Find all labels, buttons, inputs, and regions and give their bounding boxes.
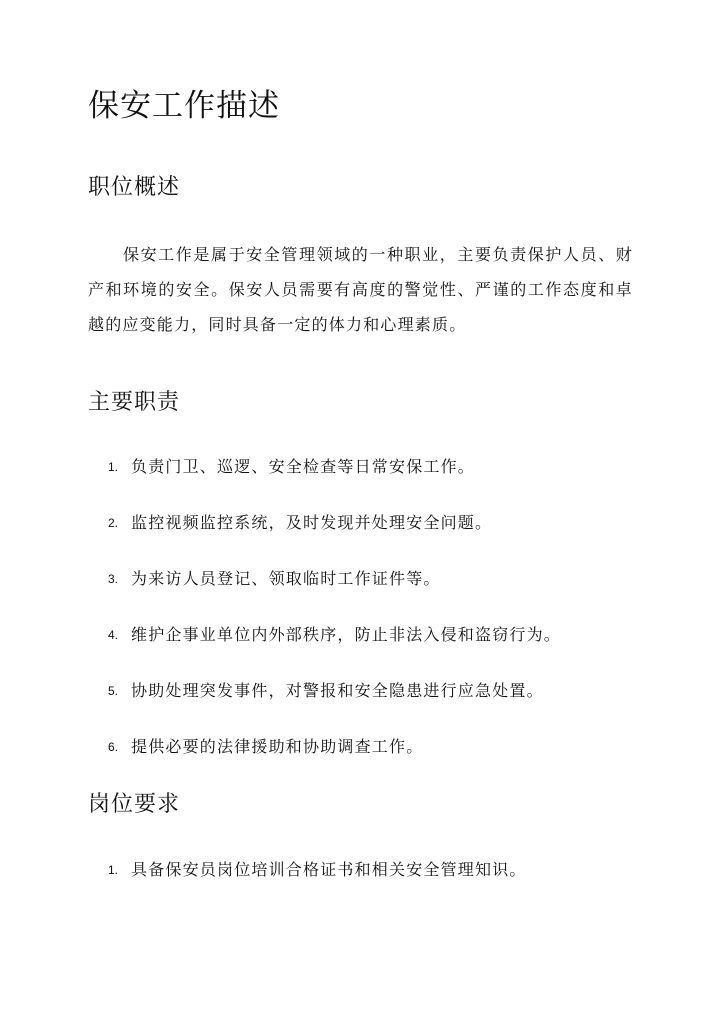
list-number: 1. (108, 863, 119, 877)
list-number: 5. (108, 684, 119, 698)
list-text: 提供必要的法律援助和协助调查工作。 (131, 737, 424, 756)
section-heading-requirements: 岗位要求 (88, 792, 181, 817)
list-text: 监控视频监控系统，及时发现并处理安全问题。 (131, 513, 493, 532)
section-heading-duties: 主要职责 (88, 390, 181, 415)
list-number: 1. (108, 460, 119, 474)
list-number: 6. (108, 740, 119, 754)
list-text: 维护企事业单位内外部秩序，防止非法入侵和盗窃行为。 (131, 625, 562, 644)
list-text: 具备保安员岗位培训合格证书和相关安全管理知识。 (131, 860, 527, 879)
document-title: 保安工作描述 (88, 88, 280, 124)
list-number: 4. (108, 628, 119, 642)
list-number: 2. (108, 516, 119, 530)
list-text: 协助处理突发事件，对警报和安全隐患进行应急处置。 (131, 681, 544, 700)
list-number: 3. (108, 572, 119, 586)
list-text: 为来访人员登记、领取临时工作证件等。 (131, 569, 441, 588)
overview-paragraph: 保安工作是属于安全管理领域的一种职业，主要负责保护人员、财产和环境的安全。保安人员需要有高度的警觉性、严谨的工作态度和卓越的应变能力，同时具备一定的体力和心理素质。 (88, 245, 633, 334)
section-heading-overview: 职位概述 (88, 175, 181, 200)
list-text: 负责门卫、巡逻、安全检查等日常安保工作。 (131, 457, 476, 476)
